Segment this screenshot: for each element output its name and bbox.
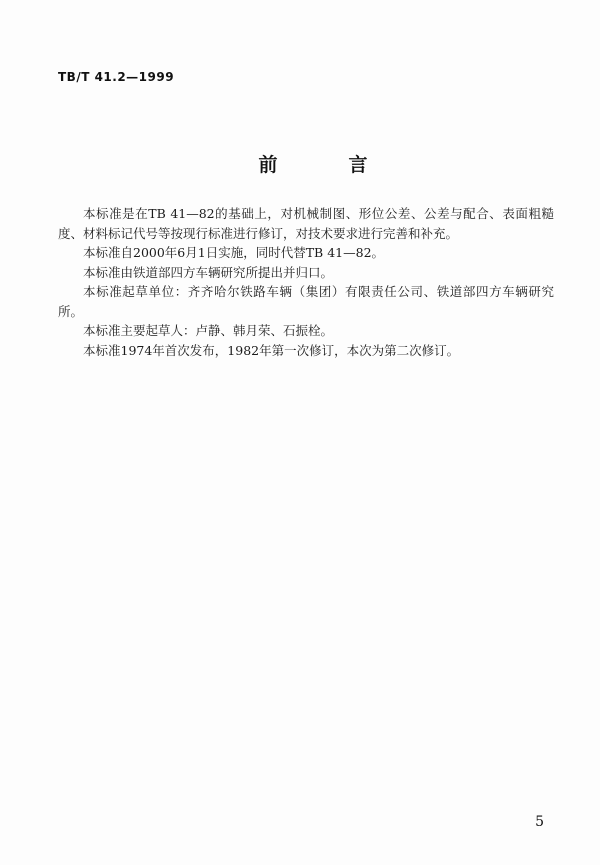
page-title: 前 言 — [258, 154, 394, 176]
foreword-paragraph: 本标准主要起草人：卢静、韩月荣、石振栓。 — [83, 323, 334, 338]
page-number: 5 — [535, 814, 544, 830]
foreword-paragraph: 本标准由铁道部四方车辆研究所提出并归口。 — [83, 264, 334, 280]
foreword-paragraph: 本标准自2000年6月1日实施，同时代替TB 41—82。 — [83, 245, 385, 260]
standard-code: TB/T 41.2—1999 — [58, 70, 175, 84]
foreword-paragraph: 本标准是在TB 41—82的基础上，对机械制图、形位公差、公差与配合、表面粗糙度、材料标记代号等按现行标准进行修订，对技术要求进行完善和补充。 — [58, 206, 554, 241]
foreword-paragraph: 本标准起草单位：齐齐哈尔铁路车辆（集团）有限责任公司、铁道部四方车辆研究所。 — [58, 284, 554, 319]
foreword-body — [58, 204, 554, 360]
foreword-paragraph: 本标准1974年首次发布，1982年第一次修订，本次为第二次修订。 — [83, 342, 460, 358]
